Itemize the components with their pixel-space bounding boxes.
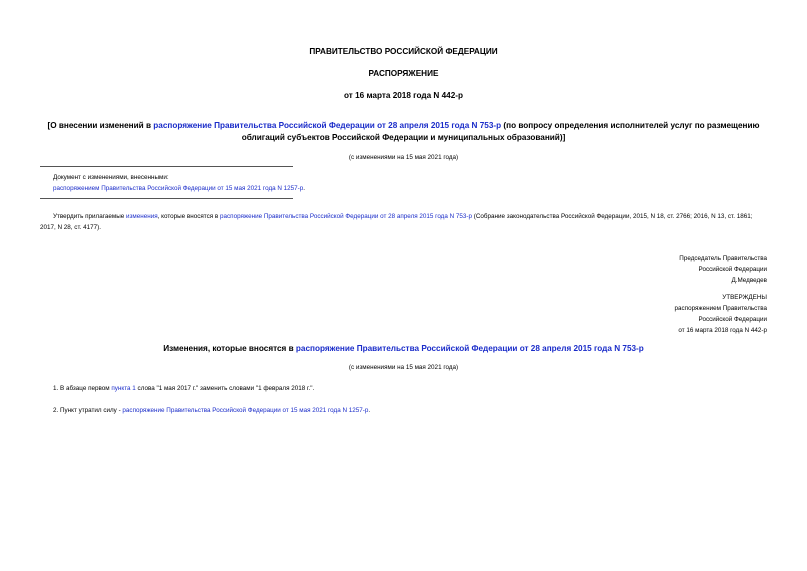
divider-top (40, 166, 293, 167)
signature-country: Российской Федерации (698, 266, 767, 273)
changes-subheading (0, 344, 807, 353)
approval-heading: УТВЕРЖДЕНЫ (722, 294, 767, 301)
divider-bottom (40, 198, 293, 199)
doc-changes-line (53, 183, 453, 194)
approval-line-4: от 16 марта 2018 года N 442-р (678, 327, 767, 334)
doc-changes-label: Документ с изменениями, внесенными: (53, 174, 169, 181)
doc-changes-box (53, 172, 453, 194)
main-paragraph (40, 211, 768, 233)
document-title (40, 120, 767, 144)
paragraph-link-decree-753[interactable]: распоряжение Правительства Российской Федерации от 28 апреля 2015 года N 753-р (220, 213, 473, 220)
document-title-prefix: [О внесении изменений в (47, 121, 154, 130)
changes-note-2: (с изменениями на 15 мая 2021 года) (348, 364, 459, 371)
subheading-prefix: Изменения, которые вносятся в (163, 344, 296, 353)
list-item (53, 383, 767, 394)
signature-title: Председатель Правительства (679, 255, 767, 262)
item-1-link-point-1[interactable]: пункта 1 (111, 385, 136, 392)
document-title-suffix: (по вопросу определения исполнителей услуг по размещению облигаций субъектов Российской Федерации и муниципальных образований)] (241, 121, 760, 142)
title-link-decree-753[interactable]: распоряжение Правительства Российской Федерации от 28 апреля 2015 года N 753-р (153, 121, 502, 130)
main-paragraph-part1: Утвердить прилагаемые (53, 213, 126, 220)
doc-changes-end: . (303, 185, 306, 192)
signature-name: Д.Медведев (731, 277, 767, 284)
subheading-link-decree-753[interactable]: распоряжение Правительства Российской Федерации от 28 апреля 2015 года N 753-р (295, 344, 644, 353)
item-1-part1: 1. В абзаце первом (53, 385, 112, 392)
approval-line-2: распоряжением Правительства (674, 305, 767, 312)
item-2-part2: . (368, 407, 371, 414)
approval-block (675, 292, 767, 336)
item-2-link-decree-1257[interactable]: распоряжение Правительства Российской Федерации от 15 мая 2021 года N 1257-р (122, 407, 369, 414)
main-paragraph-part3: (Собрание законодательства Российской Федерации, 2015, N 18, ст. 2766; 2016, N 13, ст. 1861; 2017, N 28, ст. 4177). (40, 213, 753, 231)
list-item (53, 405, 767, 416)
doc-changes-link-decree-1257[interactable]: распоряжением Правительства Российской Федерации от 15 мая 2021 года N 1257-р (53, 185, 304, 192)
item-2-part1: 2. Пункт утратил силу - (53, 407, 123, 414)
approval-line-3: Российской Федерации (698, 316, 767, 323)
government-heading: ПРАВИТЕЛЬСТВО РОССИЙСКОЙ ФЕДЕРАЦИИ (309, 47, 498, 56)
changes-link[interactable]: изменения (126, 213, 158, 220)
changes-note: (с изменениями на 15 мая 2021 года) (348, 154, 459, 161)
signature-block (679, 253, 767, 286)
main-paragraph-part2: , которые вносятся в (157, 213, 221, 220)
document-date-number: от 16 марта 2018 года N 442-р (344, 91, 463, 100)
item-1-part2: слова "1 мая 2017 г." заменить словами "1 февраля 2018 г.". (135, 385, 315, 392)
document-type: РАСПОРЯЖЕНИЕ (368, 69, 439, 78)
